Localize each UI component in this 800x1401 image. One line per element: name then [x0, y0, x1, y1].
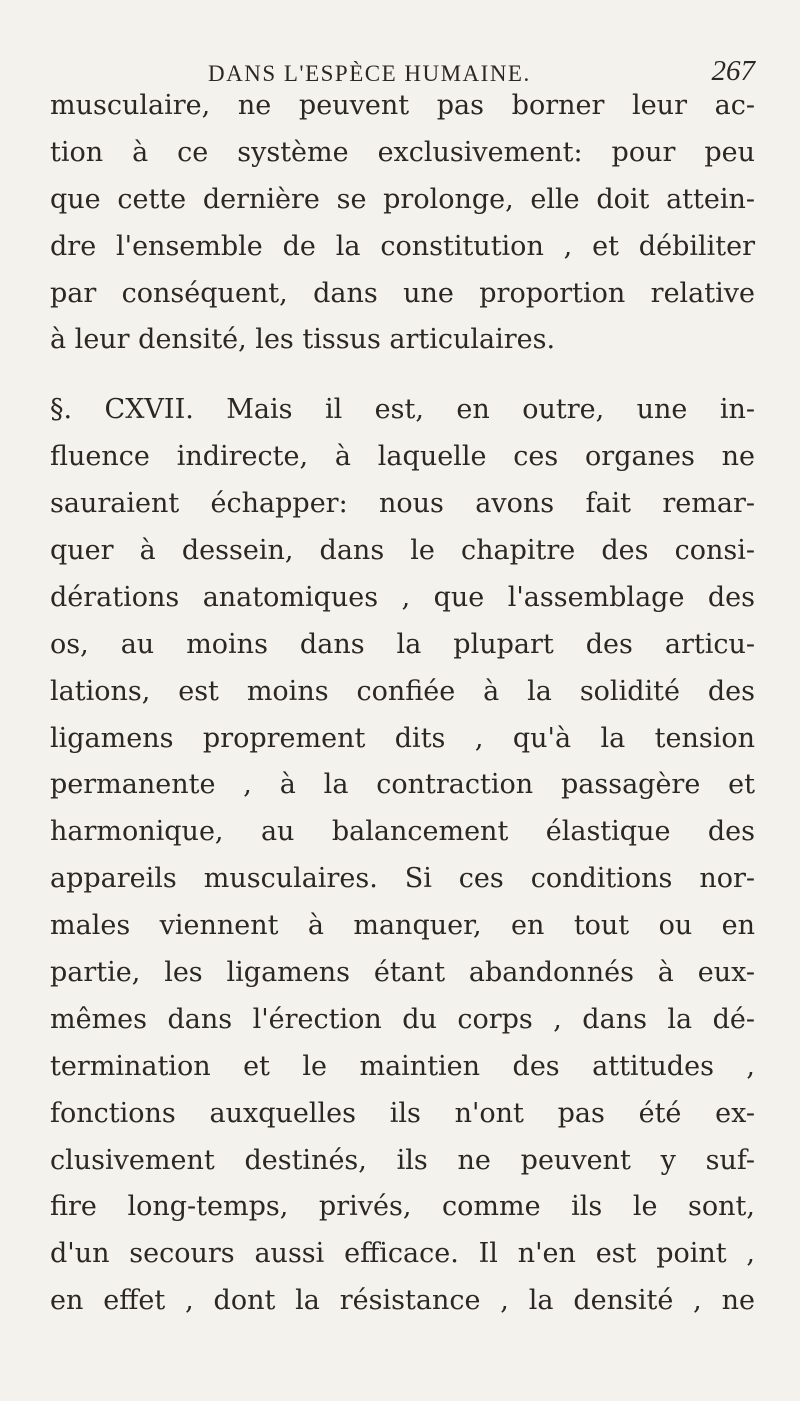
- text-line: quer à dessein, dans le chapitre des consi-: [50, 535, 755, 567]
- text-line: fluence indirecte, à laquelle ces organes ne: [50, 441, 755, 473]
- text-line: ligamens proprement dits , qu'à la tension: [50, 722, 755, 754]
- paragraph-2: [50, 387, 755, 1325]
- text-line: males viennent à manquer, en tout ou en: [50, 910, 755, 942]
- text-line: en effet , dont la résistance , la densité , ne: [50, 1285, 755, 1317]
- text-line: par conséquent, dans une proportion relative: [50, 277, 755, 309]
- paragraph-gap: [50, 364, 755, 387]
- text-line: clusivement destinés, ils ne peuvent y suf-: [50, 1144, 755, 1176]
- text-line: partie, les ligamens étant abandonnés à eux-: [50, 957, 755, 989]
- text-line: termination et le maintien des attitudes ,: [50, 1050, 755, 1082]
- text-line: harmonique, au balancement élastique des: [50, 816, 755, 848]
- text-line: à leur densité, les tissus articulaires.: [50, 324, 556, 356]
- text-line: §. CXVII. Mais il est, en outre, une in-: [50, 394, 755, 426]
- text-line: permanente , à la contraction passagère et: [50, 769, 755, 801]
- text-line: tion à ce système exclusivement: pour peu: [50, 136, 755, 168]
- text-line: dérations anatomiques , que l'assemblage des: [50, 581, 755, 613]
- text-line: fonctions auxquelles ils n'ont pas été ex-: [50, 1097, 755, 1129]
- text-line: sauraient échapper: nous avons fait remar-: [50, 488, 755, 520]
- text-line: appareils musculaires. Si ces conditions nor-: [50, 863, 755, 895]
- running-title: DANS L'ESPÈCE HUMAINE.: [208, 61, 531, 86]
- text-line: mêmes dans l'érection du corps , dans la dé-: [50, 1003, 755, 1035]
- text-line: musculaire, ne peuvent pas borner leur ac-: [50, 90, 755, 121]
- text-line: lations, est moins confiée à la solidité des: [50, 675, 755, 707]
- text-line: fire long-temps, privés, comme ils le sont,: [50, 1191, 755, 1223]
- text-line: que cette dernière se prolonge, elle doit attein-: [50, 183, 755, 215]
- text-line: dre l'ensemble de la constitution , et débiliter: [50, 230, 755, 262]
- paragraph-1: [50, 83, 755, 364]
- text-line: os, au moins dans la plupart des articu-: [50, 628, 755, 660]
- page-number: 267: [711, 55, 755, 87]
- text-line: d'un secours aussi efficace. Il n'en est point ,: [50, 1238, 755, 1270]
- body-text: [50, 83, 755, 1325]
